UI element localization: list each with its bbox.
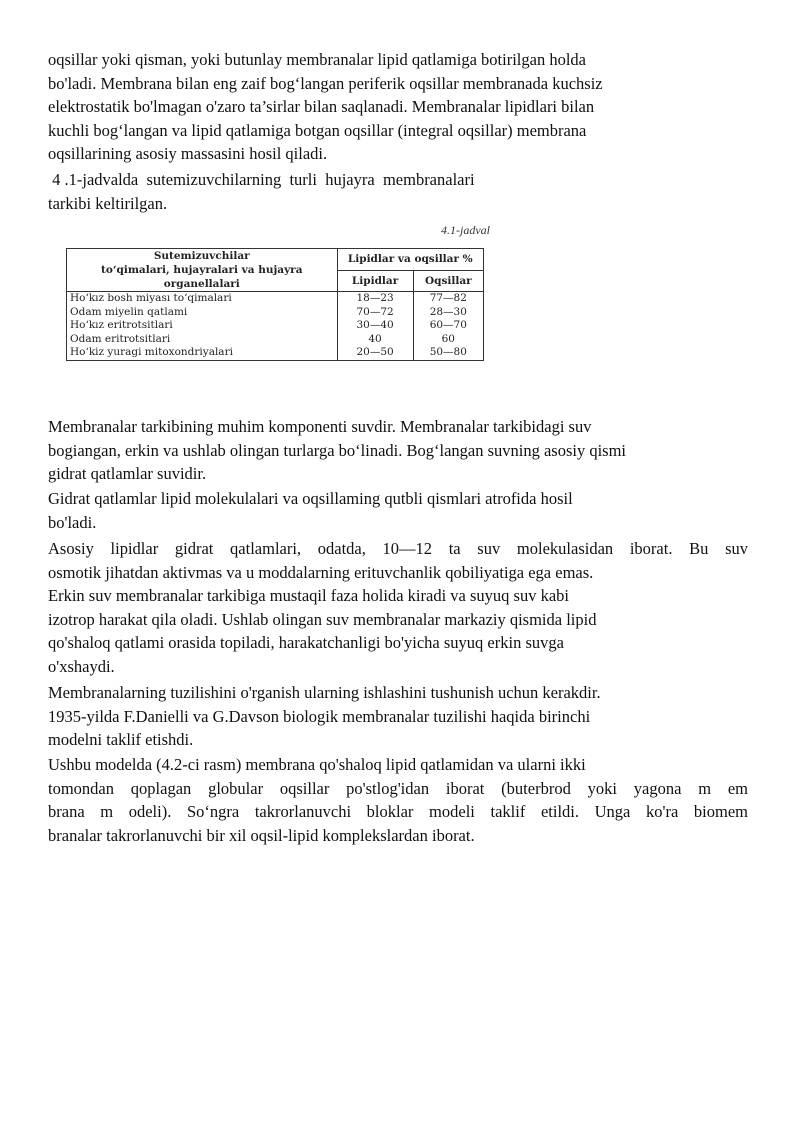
row-name: Odam miyelin qatlami [67,306,338,320]
table-row [67,333,484,347]
text-line: bo'ladi. [48,512,97,532]
text-line: tarkibi keltirilgan. [48,193,168,213]
text-line: 1935-yilda F.Danielli va G.Davson biologik membranalar tuzilishi haqida birinchi [48,706,591,726]
header-group: Lipidlar va oqsillar % [337,249,483,271]
text-line: branalar takrorlanuvchi bir xil oqsil-lipid komplekslardan iborat. [48,825,475,845]
text-line: 4 .1-jadvalda sutemizuvchilarning turli hujayra membranalari [48,170,475,189]
paragraph-water-components [48,415,748,486]
text-line: elektrostatik bo'lmagan o'zaro ta’sirlar bilan saqlanadi. Membranalar lipidlari bilan [48,97,595,116]
text-line: oqsillar yoki qisman, yoki butunlay membranalar lipid qatlamiga botirilgan holda [48,50,586,69]
text-line: bogiangan, erkin va ushlab olingan turlarga bo‘linadi. Bog‘langan suvning asosiy qismi [48,440,627,460]
header-proteins: Oqsillar [413,270,483,292]
text-line: oqsillarining asosiy massasini hosil qiladi. [48,144,328,163]
paragraph-free-water [48,584,748,678]
text-line: Gidrat qatlamlar lipid molekulalari va oqsillaming qutbli qismlari atrofida hosil [48,489,573,508]
text-line: modelni taklif etishdi. [48,730,194,749]
header-organisms-line1: Sutemizuvchilar [153,250,250,262]
text-line: o'xshaydi. [48,656,115,676]
row-lipids: 30—40 [337,319,413,333]
row-lipids: 18—23 [337,292,413,306]
row-name: Ho‘kız bosh miyası to‘qimalari [67,292,338,306]
paragraph-lipid-hydration [48,537,748,584]
row-proteins: 77—82 [413,292,483,306]
table-row [67,306,484,320]
row-name: Odam eritrotsitlari [67,333,338,347]
header-organisms-line2: to‘qimalari, hujayralari va hujayra organellalari [100,264,303,290]
table-intro [48,168,748,215]
table-row [67,292,484,306]
header-organisms [67,249,338,292]
text-line: brana m odeli). So‘ngra takrorlanuvchi bloklar modeli taklif etildi. Unga ko'ra biomem [48,802,748,821]
text-line: Membranalar tarkibining muhim komponenti suvdir. Membranalar tarkibidagi suv [48,417,592,436]
lipid-protein-table [66,248,484,361]
table-row [67,346,484,360]
row-lipids: 20—50 [337,346,413,360]
paragraph-membrane-structure [48,681,748,752]
text-line: osmotik jihatdan aktivmas va u moddalarning erituvchanlik qobiliyatiga ega emas. [48,562,594,582]
row-proteins: 60 [413,333,483,347]
text-line: qo'shaloq qatlami orasida topiladi, harakatchanligi bo'yicha suyuq erkin suvga [48,633,564,652]
text-line: gidrat qatlamlar suvidir. [48,464,207,483]
table-row [67,319,484,333]
paragraph-hydration-layers [48,487,748,534]
row-proteins: 60—70 [413,319,483,333]
text-line: kuchli bog‘langan va lipid qatlamiga botgan oqsillar (integral oqsillar) membrana [48,120,587,140]
paragraph-sandwich-model [48,753,748,847]
text-line: Membranalarning tuzilishini o'rganish ularning ishlashini tushunish uchun kerakdir. [48,683,601,702]
row-lipids: 70—72 [337,306,413,320]
row-proteins: 50—80 [413,346,483,360]
row-name: Ho‘kız eritrotsitlari [67,319,338,333]
intro-paragraph [48,48,748,166]
table-caption: 4.1-jadval [441,223,490,237]
header-lipids: Lipidlar [337,270,413,292]
text-line: Asosiy lipidlar gidrat qatlamlari, odatda, 10—12 ta suv molekulasidan iborat. Bu suv [48,539,748,558]
row-lipids: 40 [337,333,413,347]
row-proteins: 28—30 [413,306,483,320]
text-line: Ushbu modelda (4.2-ci rasm) membrana qo'shaloq lipid qatlamidan va ularni ikki [48,755,586,774]
row-name: Ho‘kiz yuragi mitoxondriyalari [67,346,338,360]
text-line: izotrop harakat qila oladi. Ushlab olingan suv membranalar markaziy qismida lipid [48,609,597,629]
text-line: bo'ladi. Membrana bilan eng zaif bog‘langan periferik oqsillar membranada kuchsiz [48,73,603,93]
text-line: tomondan qoplagan globular oqsillar po'stlog'idan iborat (buterbrod yoki yagona m em [48,778,748,798]
text-line: Erkin suv membranalar tarkibiga mustaqil faza holida kiradi va suyuq suv kabi [48,586,569,605]
